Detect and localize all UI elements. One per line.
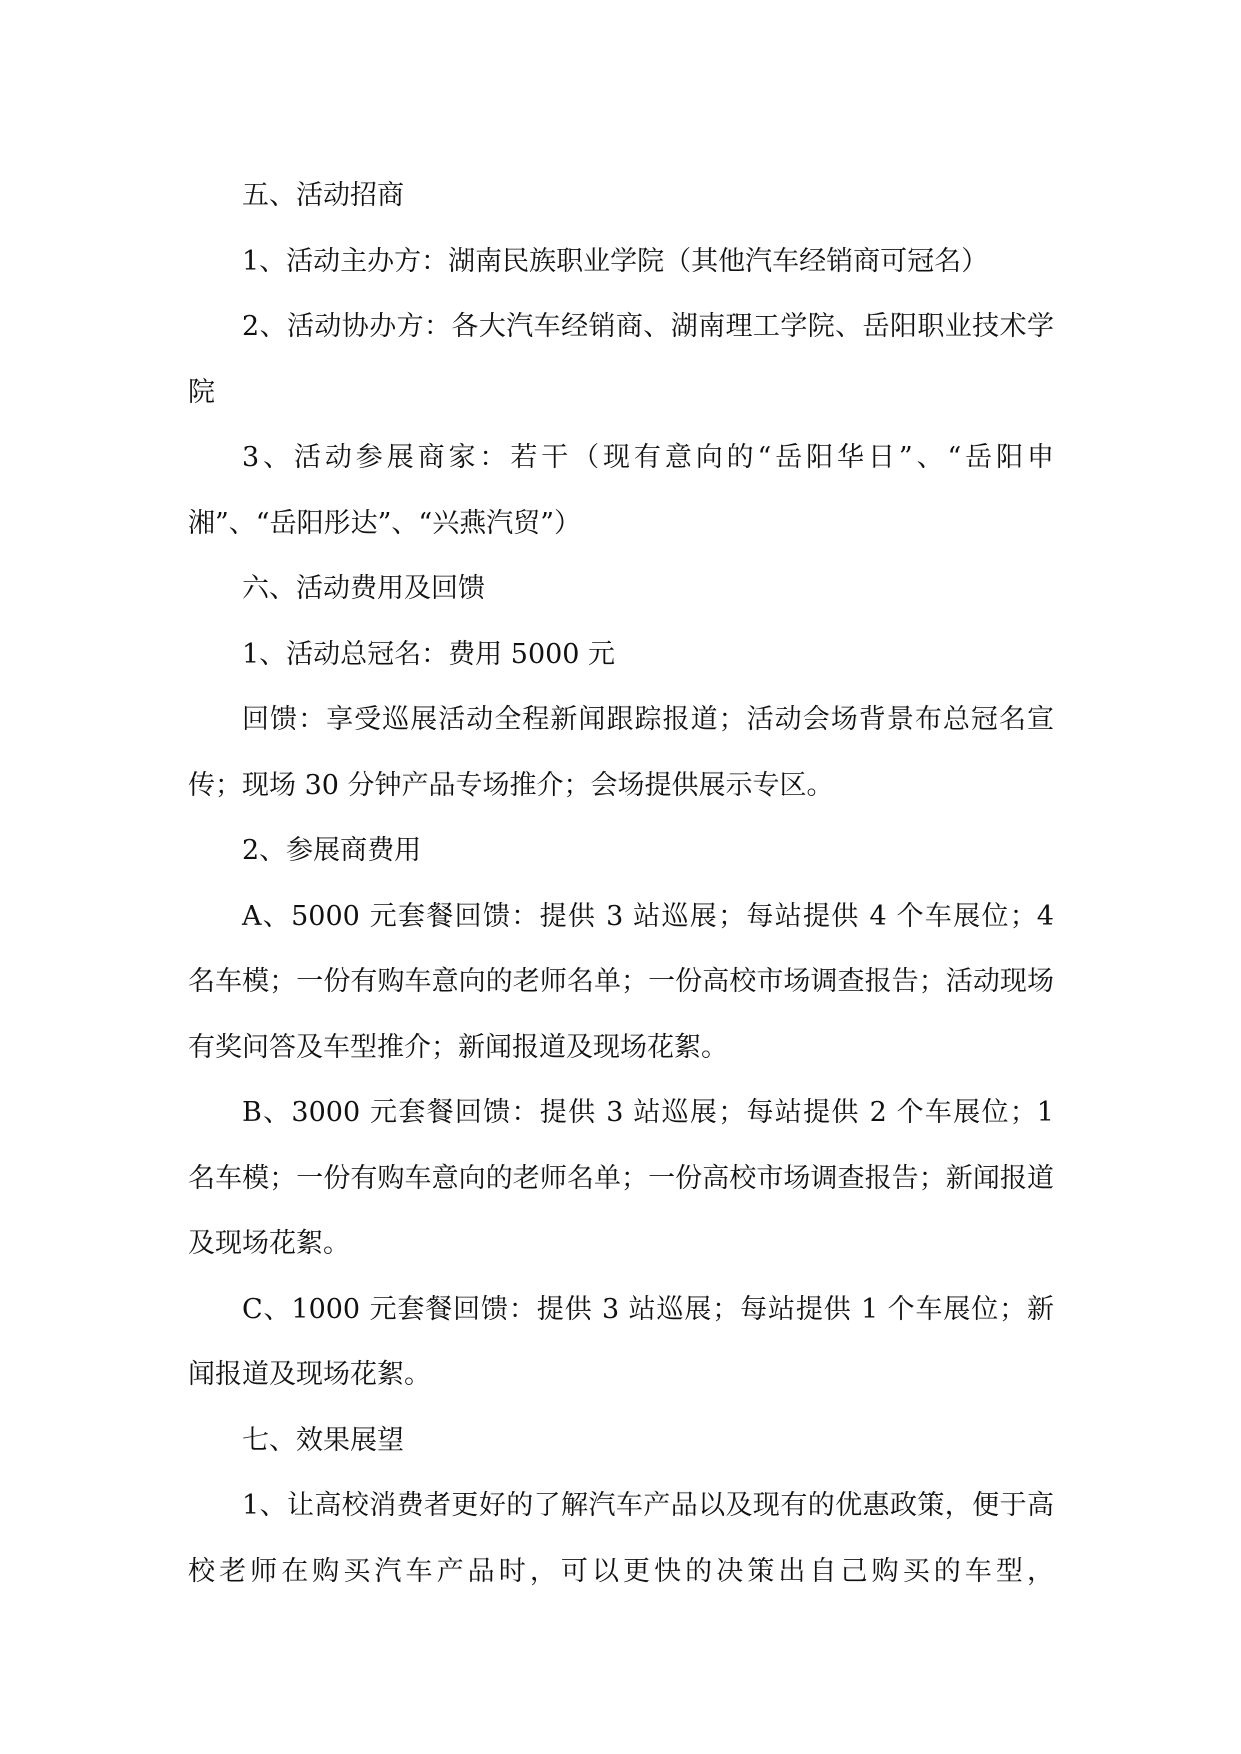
package-c-paragraph: C、1000 元套餐回馈：提供 3 站巡展；每站提供 1 个车展位；新闻报道及现场花絮。 (188, 1293, 1054, 1390)
organizer-paragraph: 1、活动主办方：湖南民族职业学院（其他汽车经销商可冠名） (242, 245, 989, 277)
package-a-paragraph: A、5000 元套餐回馈：提供 3 站巡展；每站提供 4 个车展位；4 名车模；一份有购车意向的老师名单；一份高校市场调查报告；活动现场有奖问答及车型推介；新闻报道及现场花絮。 (188, 900, 1054, 1063)
section-heading-6: 六、活动费用及回馈 (242, 573, 485, 604)
co-organizer-paragraph: 2、活动协办方：各大汽车经销商、湖南理工学院、岳阳职业技术学院 (188, 311, 1054, 408)
document-body (188, 163, 1054, 1604)
title-sponsor-fee-paragraph: 1、活动总冠名：费用 5000 元 (242, 638, 616, 670)
section-heading-5: 五、活动招商 (242, 180, 404, 211)
title-sponsor-return-paragraph: 回馈：享受巡展活动全程新闻跟踪报道；活动会场背景布总冠名宣传；现场 30 分钟产品专场推介；会场提供展示专区。 (188, 704, 1054, 801)
outlook-paragraph-1: 1、让高校消费者更好的了解汽车产品以及现有的优惠政策，便于高校老师在购买汽车产品时，可以更快的决策出自己购买的车型， (188, 1490, 1054, 1587)
package-b-paragraph: B、3000 元套餐回馈：提供 3 站巡展；每站提供 2 个车展位；1 名车模；一份有购车意向的老师名单；一份高校市场调查报告；新闻报道及现场花絮。 (188, 1097, 1054, 1259)
section-heading-7: 七、效果展望 (242, 1424, 404, 1456)
exhibitor-fee-heading: 2、参展商费用 (242, 835, 422, 866)
exhibitors-paragraph: 3、活动参展商家：若干（现有意向的“岳阳华日”、“岳阳申湘”、“岳阳彤达”、“兴燕汽贸”） (188, 442, 1054, 539)
